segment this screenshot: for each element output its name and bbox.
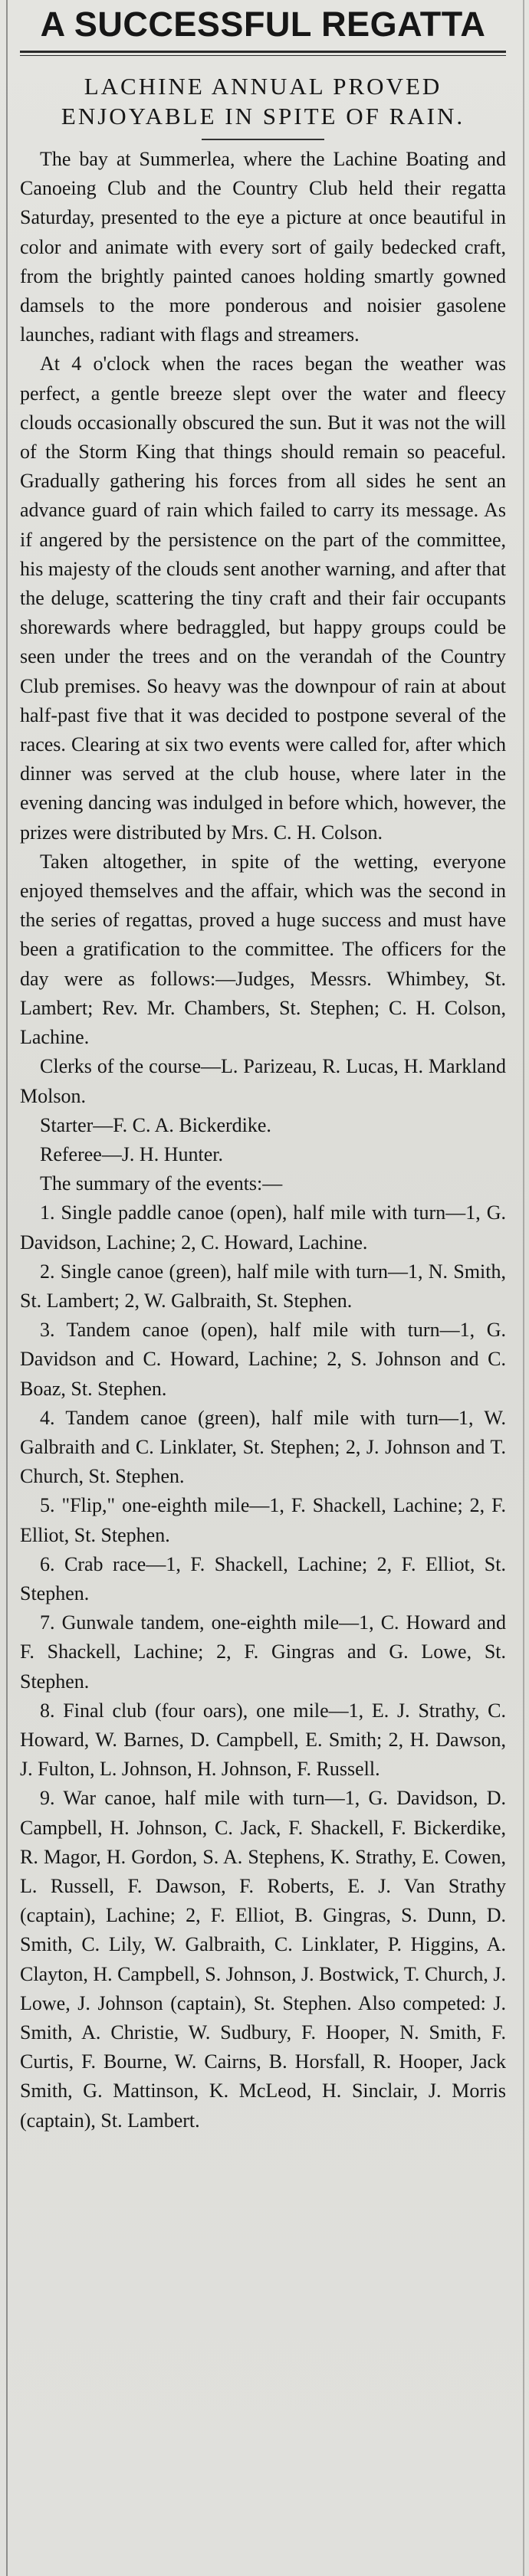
event-3: 3. Tandem canoe (open), half mile with turn—1, G. Davidson and C. Howard, Lachine; 2, S. Johnson and C. Boaz, St. Stephen. xyxy=(20,1319,506,1400)
event-1: 1. Single paddle canoe (open), half mile with turn—1, G. Davidson, Lachine; 2, C. Howard, Lachine. xyxy=(20,1201,506,1254)
headline: A SUCCESSFUL REGATTA xyxy=(40,5,486,44)
paragraph-clerks: Clerks of the course—L. Parizeau, R. Lucas, H. Markland Molson. xyxy=(20,1055,506,1107)
subheadline-rule xyxy=(202,139,324,140)
event-4: 4. Tandem canoe (green), half mile with turn—1, W. Galbraith and C. Linklater, St. Stephen; 2, J. Johnson and T. Church, St. Stephen. xyxy=(20,1406,506,1488)
paragraph-intro: The bay at Summerlea, where the Lachine Boating and Canoeing Club and the Country Club held their regatta Saturday, presented to the eye a picture at once beautiful in color and animate with every sort of gaily bedecked craft, from the brightly painted canoes holding smartly gowned damsels to the more ponderous and noisier gasolene launches, radiant with flags and streamers. xyxy=(20,148,506,346)
column-edge-left xyxy=(6,0,8,2576)
event-6: 6. Crab race—1, F. Shackell, Lachine; 2, F. Elliot, St. Stephen. xyxy=(20,1552,506,1604)
event-8: 8. Final club (four oars), one mile—1, E. J. Strathy, C. Howard, W. Barnes, D. Campbell, E. Smith; 2, H. Dawson, J. Fulton, L. Johnson, H. Johnson, F. Russell. xyxy=(20,1699,506,1781)
headline-rule xyxy=(20,51,506,53)
subheadline: LACHINE ANNUAL PROVED ENJOYABLE IN SPITE OF RAIN. xyxy=(61,73,465,129)
event-7: 7. Gunwale tandem, one-eighth mile—1, C. Howard and F. Shackell, Lachine; 2, F. Gingras and G. Lowe, St. Stephen. xyxy=(20,1611,506,1693)
paragraph-starter: Starter—F. C. A. Bickerdike. xyxy=(40,1113,271,1136)
article-body xyxy=(20,145,506,2135)
paragraph-weather: At 4 o'clock when the races began the weather was perfect, a gentle breeze slept over the water and fleecy clouds occasionally obscured the sun. But it was not the will of the Storm King that things should remain so peaceful. Gradually gathering his forces from all sides he sent an advance guard of rain which failed to carry its message. As if angered by the persistence on the part of the committee, his majesty of the clouds sent another warning, and after that the deluge, scattering the tiny craft and their fair occupants shorewards where bedraggled, but happy groups could be seen under the trees and on the verandah of the Country Club premises. So heavy was the downpour of rain at about half-past five that it was decided to postpone several of the races. Clearing at six two events were called for, after which dinner was served at the club house, where later in the evening dancing was indulged in before which, however, the prizes were distributed by Mrs. C. H. Colson. xyxy=(20,352,506,844)
column-edge-right xyxy=(523,0,524,2576)
headline-rule-thin xyxy=(20,55,506,56)
paragraph-summary: Taken altogether, in spite of the wetting, everyone enjoyed themselves and the affair, which was the second in the series of regattas, proved a huge success and must have been a gratification to the committee. The officers for the day were as follows:—Judges, Messrs. Whimbey, St. Lambert; Rev. Mr. Chambers, St. Stephen; C. H. Colson, Lachine. xyxy=(20,850,506,1049)
paragraph-summary-intro: The summary of the events:— xyxy=(40,1172,283,1195)
paragraph-referee: Referee—J. H. Hunter. xyxy=(40,1142,223,1165)
event-2: 2. Single canoe (green), half mile with turn—1, N. Smith, St. Lambert; 2, W. Galbraith, St. Stephen. xyxy=(20,1260,506,1312)
event-5: 5. "Flip," one-eighth mile—1, F. Shackell, Lachine; 2, F. Elliot, St. Stephen. xyxy=(20,1494,506,1546)
event-9: 9. War canoe, half mile with turn—1, G. Davidson, D. Campbell, H. Johnson, C. Jack, F. Shackell, F. Bickerdike, R. Magor, H. Gordon, S. A. Stephens, K. Strathy, E. Cowen, L. Russell, F. Dawson, F. Roberts, E. J. Van Strathy (captain), Lachine; 2, F. Elliot, B. Gingras, S. Dunn, D. Smith, C. Lily, W. Galbraith, C. Linklater, P. Higgins, A. Clayton, H. Campbell, S. Johnson, J. Bostwick, T. Church, J. Lowe, J. Johnson (captain), St. Stephen. Also competed: J. Smith, A. Christie, W. Sudbury, F. Hooper, N. Smith, F. Curtis, F. Bourne, W. Cairns, B. Horsfall, R. Hooper, Jack Smith, G. Mattinson, K. McLeod, H. Sinclair, J. Morris (captain), St. Lambert. xyxy=(20,1787,506,2132)
